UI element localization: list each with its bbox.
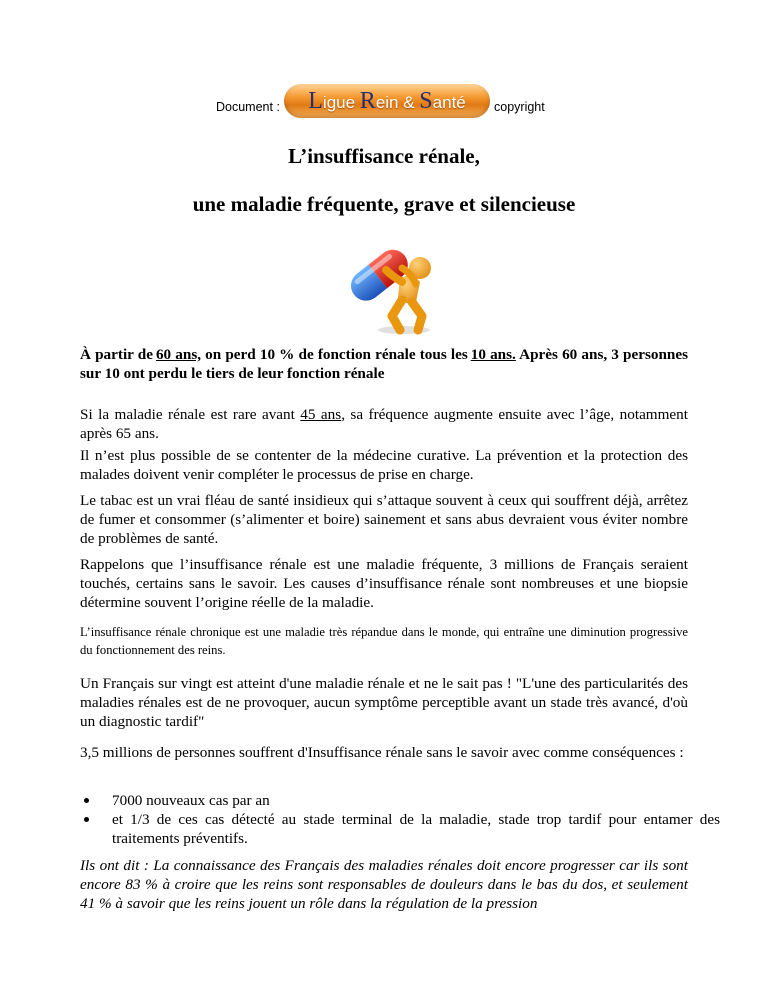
page-title-line-1: L’insuffisance rénale,: [288, 144, 480, 168]
document-label: Document :: [216, 100, 280, 114]
page-title-line-2: une maladie fréquente, grave et silencieuse: [192, 192, 576, 216]
document-header: [80, 84, 688, 120]
paragraph-8-quote: Ils ont dit : La connaissance des Français des maladies rénales doit encore progresser car ils sont encore 83 % à croire que les reins sont responsables de douleurs dans le bas du dos, et seulement 41 % à savoir que les reins jouent un rôle dans la régulation de la pression: [80, 857, 688, 912]
paragraph-3: Le tabac est un vrai fléau de santé insidieux qui s’attaque souvent à ceux qui souffrent déjà, arrêtez de fumer et consommer (s’alimenter et boire) sainement et sans abus devraient vous éviter nombre de problèmes de santé.: [80, 492, 688, 547]
copyright-label: copyright: [494, 100, 545, 114]
list-item: 7000 nouveaux cas par an: [112, 791, 720, 810]
list-item: et 1/3 de ces cas détecté au stade terminal de la maladie, stade trop tardif pour entamer des traitements préventifs.: [112, 811, 720, 847]
paragraph-4: Rappelons que l’insuffisance rénale est une maladie fréquente, 3 millions de Français seraient touchés, certains sans le savoir. Les causes d’insuffisance rénale sont nombreuses et une biopsie détermine souvent l’origine réelle de la maladie.: [80, 556, 688, 611]
paragraph-6: Un Français sur vingt est atteint d'une maladie rénale et ne le sait pas ! "L'une des particularités des maladies rénales est de ne provoquer, aucun symptôme perceptible avant un stade très avancé, d'où un diagnostic tardif": [80, 675, 688, 730]
paragraph-2: Il n’est plus possible de se contenter de la médecine curative. La prévention et la protection des malades doivent venir compléter le processus de prise en charge.: [80, 447, 688, 483]
paragraph-5: L’insuffisance rénale chronique est une maladie très répandue dans le monde, qui entraîne une diminution progressive du fonctionnement des reins.: [80, 625, 688, 657]
consequences-list: [80, 791, 720, 848]
ligue-rein-sante-logo: Ligue Rein & Santé: [284, 84, 490, 118]
paragraph-7: 3,5 millions de personnes souffrent d'Insuffisance rénale sans le savoir avec comme conséquences :: [80, 744, 684, 761]
intro-paragraph: À partir de 60 ans, on perd 10 % de fonction rénale tous les 10 ans. Après 60 ans, 3 personnes sur 10 ont perdu le tiers de leur fonction rénale: [80, 346, 688, 382]
person-carrying-pill-illustration: [342, 238, 450, 336]
paragraph-1: Si la maladie rénale est rare avant 45 ans, sa fréquence augmente ensuite avec l’âge, notamment après 65 ans.: [80, 406, 688, 442]
